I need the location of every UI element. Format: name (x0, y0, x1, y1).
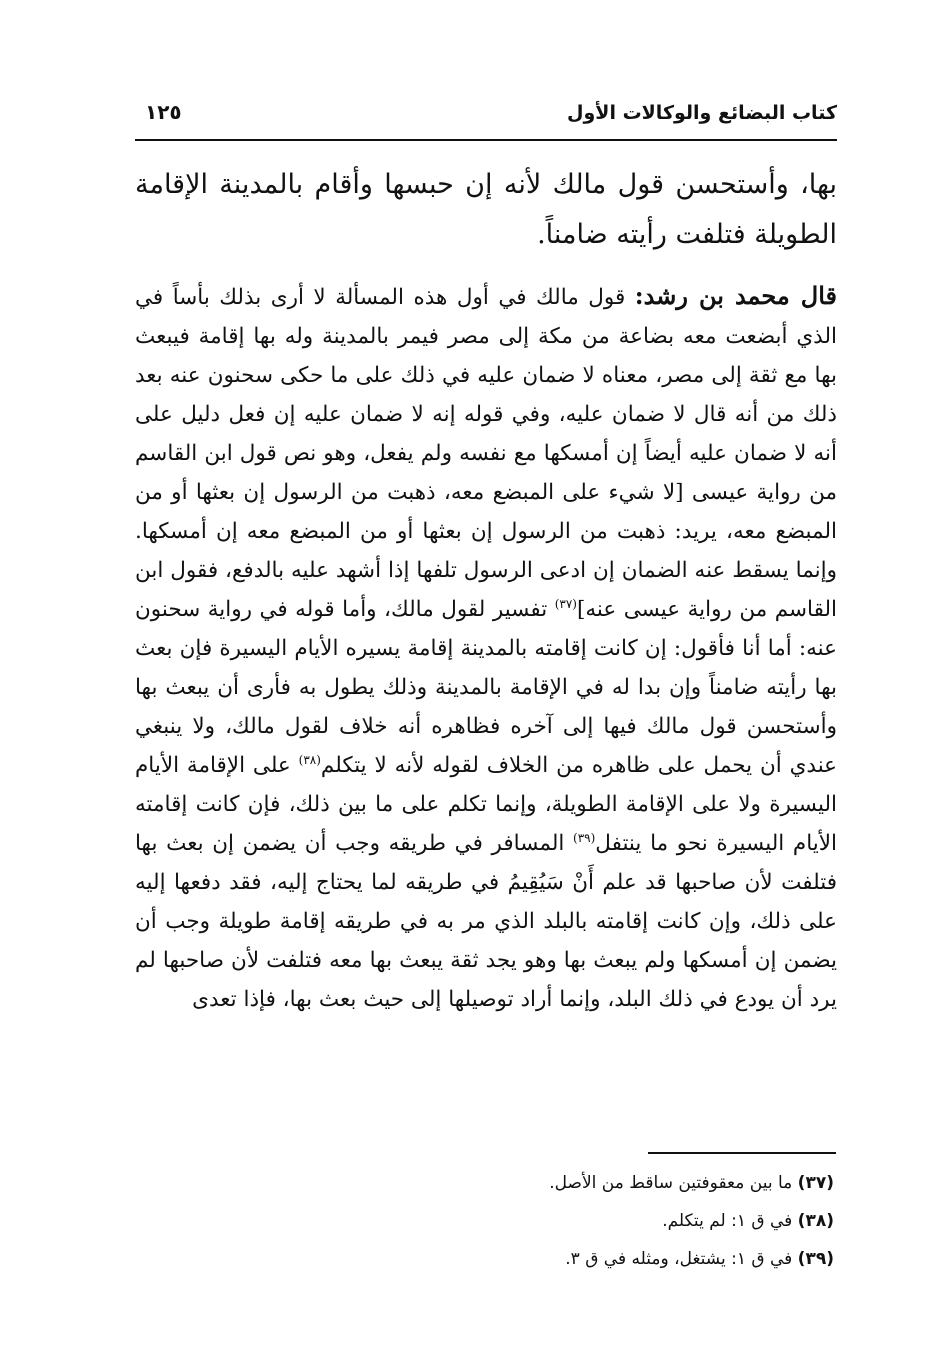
footnote-text: في ق ١: يشتغل، ومثله في ق ٣. (565, 1249, 798, 1269)
body-text (135, 160, 837, 1019)
paragraph-segment-1: قول مالك في أول هذه المسألة لا أرى بذلك بأساً في الذي أبضعت معه بضاعة من مكة إلى مصر فيمر بالمدينة وله بها إقامة فيبعث بها مع ثقة إلى مصر، معناه لا ضمان عليه في ذلك على ما حكى سحنون عنه بعد ذلك من أنه قال لا ضمان عليه، وفي قوله إنه لا ضمان عليه إن فعل دليل على أنه لا ضمان عليه أيضاً إن أمسكها مع نفسه ولم يفعل، وهو نص قول ابن القاسم من رواية عيسى [لا شيء على المبضع معه، ذهبت من الرسول إن بعثها أو من المبضع معه، يريد: ذهبت من الرسول إن بعثها أو من المبضع معه إن أمسكها. وإنما يسقط عنه الضمان إن ادعى الرسول تلفها إذا أشهد عليه بالدفع، فقول ابن القاسم من رواية عيسى عنه] (135, 285, 837, 622)
footnote-ref-38: (٣٨) (298, 752, 321, 767)
footnote-39 (300, 1240, 834, 1278)
footnote-38 (300, 1202, 834, 1240)
main-paragraph (135, 276, 837, 1019)
footnote-37 (300, 1164, 834, 1202)
footnote-text: ما بين معقوفتين ساقط من الأصل. (549, 1173, 798, 1193)
lead-paragraph: بها، وأستحسن قول مالك لأنه إن حبسها وأقام بالمدينة الإقامة الطويلة فتلفت رأيته ضامناً. (135, 169, 837, 250)
running-title: كتاب البضائع والوكالات الأول (567, 102, 837, 124)
speaker-label: قال محمد بن رشد: (634, 281, 838, 310)
footnotes (300, 1164, 834, 1278)
paragraph-segment-3: على الإقامة الأيام اليسيرة ولا على الإقامة الطويلة، وإنما تكلم على ما بين ذلك، فإن كانت إقامته الأيام اليسيرة نحو ما ينتفل (135, 753, 837, 856)
footnote-number: (٣٨) (797, 1211, 834, 1231)
footnote-ref-37: (٣٧) (554, 596, 577, 611)
footnote-number: (٣٧) (797, 1173, 834, 1193)
page-number: ١٢٥ (145, 100, 182, 124)
paragraph-segment-4: المسافر في طريقه وجب أن يضمن إن بعث بها فتلفت لأن صاحبها قد علم أَنْ سَيُقِيمُ في طريقه لما يحتاج إليه، فقد دفعها إليه على ذلك، وإن كانت إقامته بالبلد الذي مر به في طريقه إقامة طويلة وجب أن يضمن إن أمسكها ولم يبعث بها وهو يجد ثقة يبعث بها معه فتلفت لأن صاحبها لم يرد أن يودع في ذلك البلد، وإنما أراد توصيلها إلى حيث بعث بها، فإذا تعدى (135, 831, 837, 1012)
page-header (135, 96, 837, 136)
paragraph-segment-2: تفسير لقول مالك، وأما قوله في رواية سحنون عنه: أما أنا فأقول: إن كانت إقامته بالمدينة إقامة يسيره الأيام اليسيرة فإن بعث بها رأيته ضامناً وإن بدا له في الإقامة بالمدينة وذلك يطول به فأرى أن يبعث بها وأستحسن قول مالك فيها إلى آخره فظاهره أنه خلاف لقول مالك، ولا ينبغي عندي أن يحمل على ظاهره من الخلاف لقوله لأنه لا يتكلم (135, 597, 838, 778)
footnote-number: (٣٩) (797, 1249, 834, 1269)
footnote-text: في ق ١: لم يتكلم. (662, 1211, 798, 1231)
header-rule (135, 139, 837, 141)
footnote-separator (648, 1152, 836, 1154)
footnote-ref-39: (٣٩) (573, 830, 596, 845)
